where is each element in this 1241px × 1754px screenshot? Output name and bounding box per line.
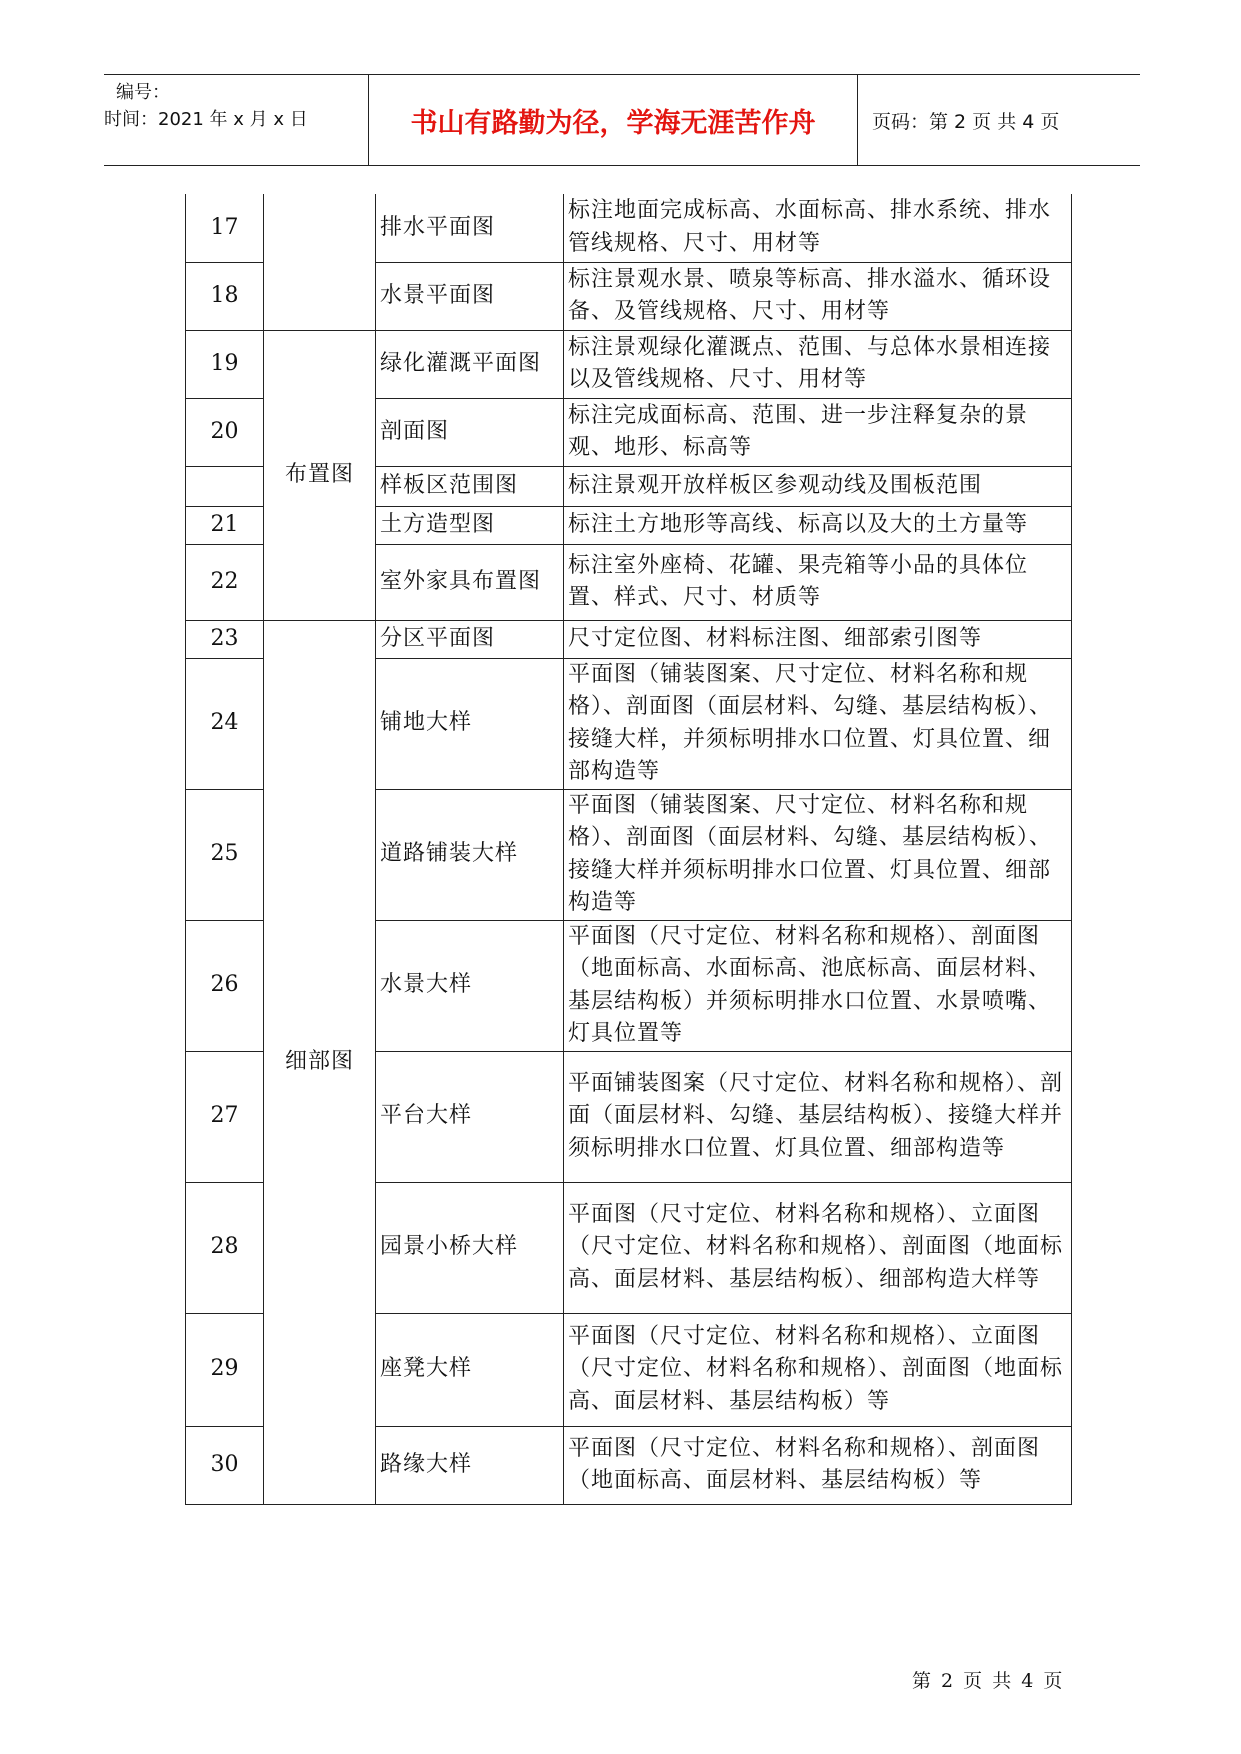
row-number: 24 bbox=[186, 658, 264, 789]
drawing-name: 室外家具布置图 bbox=[376, 544, 564, 620]
row-number: 23 bbox=[186, 620, 264, 658]
drawing-name: 样板区范围图 bbox=[376, 466, 564, 506]
date-label: 时间：2021 年 x 月 x 日 bbox=[104, 109, 308, 130]
drawing-name: 座凳大样 bbox=[376, 1313, 564, 1426]
drawing-name: 土方造型图 bbox=[376, 506, 564, 544]
category-cell: 细部图 bbox=[264, 620, 376, 1504]
drawing-name: 铺地大样 bbox=[376, 658, 564, 789]
drawing-name: 剖面图 bbox=[376, 398, 564, 466]
drawing-name: 路缘大样 bbox=[376, 1426, 564, 1504]
drawing-description: 平面图（铺装图案、尺寸定位、材料名称和规格）、剖面图（面层材料、勾缝、基层结构板）、接缝大样，并须标明排水口位置、灯具位置、细部构造等 bbox=[564, 658, 1072, 789]
row-number: 28 bbox=[186, 1182, 264, 1313]
drawing-name: 园景小桥大样 bbox=[376, 1182, 564, 1313]
drawing-description: 平面图（尺寸定位、材料名称和规格）、剖面图（地面标高、水面标高、池底标高、面层材料、基层结构板）并须标明排水口位置、水景喷嘴、灯具位置等 bbox=[564, 920, 1072, 1051]
header-page-code: 页码：第 2 页 共 4 页 bbox=[872, 110, 1060, 133]
drawing-name: 排水平面图 bbox=[376, 194, 564, 262]
drawing-description: 标注土方地形等高线、标高以及大的土方量等 bbox=[564, 506, 1072, 544]
table-row bbox=[186, 194, 1072, 262]
row-number bbox=[186, 466, 264, 506]
row-number: 19 bbox=[186, 330, 264, 398]
row-number: 21 bbox=[186, 506, 264, 544]
category-cell bbox=[264, 194, 376, 330]
row-number: 20 bbox=[186, 398, 264, 466]
page-header bbox=[104, 74, 1140, 166]
drawing-description: 平面图（铺装图案、尺寸定位、材料名称和规格）、剖面图（面层材料、勾缝、基层结构板）、接缝大样并须标明排水口位置、灯具位置、细部构造等 bbox=[564, 789, 1072, 920]
drawing-description: 平面图（尺寸定位、材料名称和规格）、立面图（尺寸定位、材料名称和规格）、剖面图（地面标高、面层材料、基层结构板）等 bbox=[564, 1313, 1072, 1426]
drawing-description: 标注景观水景、喷泉等标高、排水溢水、循环设备、及管线规格、尺寸、用材等 bbox=[564, 262, 1072, 330]
drawing-description: 平面图（尺寸定位、材料名称和规格）、剖面图（地面标高、面层材料、基层结构板）等 bbox=[564, 1426, 1072, 1504]
drawing-name: 水景平面图 bbox=[376, 262, 564, 330]
drawing-description: 标注完成面标高、范围、进一步注释复杂的景观、地形、标高等 bbox=[564, 398, 1072, 466]
header-meta bbox=[104, 75, 368, 165]
drawing-name: 平台大样 bbox=[376, 1051, 564, 1182]
drawing-description: 平面图（尺寸定位、材料名称和规格）、立面图（尺寸定位、材料名称和规格）、剖面图（地面标高、面层材料、基层结构板）、细部构造大样等 bbox=[564, 1182, 1072, 1313]
page-footer: 第 2 页 共 4 页 bbox=[912, 1670, 1065, 1692]
category-cell: 布置图 bbox=[264, 330, 376, 620]
drawing-description: 标注景观开放样板区参观动线及围板范围 bbox=[564, 466, 1072, 506]
row-number: 17 bbox=[186, 194, 264, 262]
table-row bbox=[186, 620, 1072, 658]
row-number: 18 bbox=[186, 262, 264, 330]
drawing-name: 绿化灌溉平面图 bbox=[376, 330, 564, 398]
drawing-description: 标注地面完成标高、水面标高、排水系统、排水管线规格、尺寸、用材等 bbox=[564, 194, 1072, 262]
drawing-name: 分区平面图 bbox=[376, 620, 564, 658]
drawing-description: 尺寸定位图、材料标注图、细部索引图等 bbox=[564, 620, 1072, 658]
drawing-description: 标注景观绿化灌溉点、范围、与总体水景相连接以及管线规格、尺寸、用材等 bbox=[564, 330, 1072, 398]
row-number: 29 bbox=[186, 1313, 264, 1426]
drawing-description: 标注室外座椅、花罐、果壳箱等小品的具体位置、样式、尺寸、材质等 bbox=[564, 544, 1072, 620]
drawing-description: 平面铺装图案（尺寸定位、材料名称和规格）、剖面（面层材料、勾缝、基层结构板）、接缝大样并须标明排水口位置、灯具位置、细部构造等 bbox=[564, 1051, 1072, 1182]
row-number: 22 bbox=[186, 544, 264, 620]
row-number: 26 bbox=[186, 920, 264, 1051]
row-number: 27 bbox=[186, 1051, 264, 1182]
header-motto: 书山有路勤为径，学海无涯苦作舟 bbox=[368, 75, 858, 165]
drawing-name: 水景大样 bbox=[376, 920, 564, 1051]
table-row bbox=[186, 330, 1072, 398]
drawing-name: 道路铺装大样 bbox=[376, 789, 564, 920]
drawing-list-table bbox=[185, 194, 1071, 1505]
row-number: 30 bbox=[186, 1426, 264, 1504]
row-number: 25 bbox=[186, 789, 264, 920]
serial-number-label: 编号： bbox=[116, 82, 170, 103]
